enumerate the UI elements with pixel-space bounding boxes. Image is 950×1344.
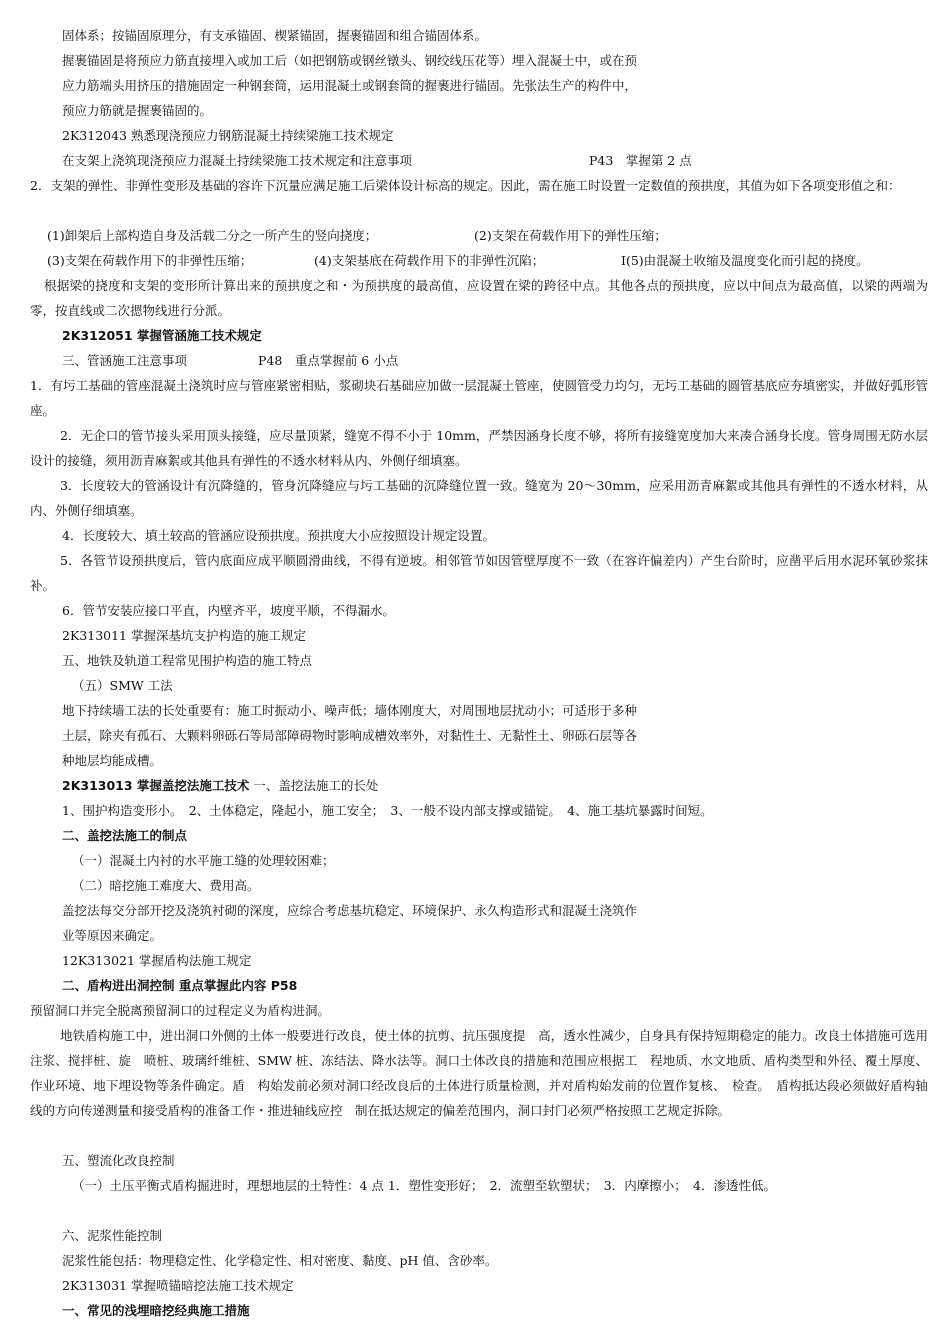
text-span: P48 重点掌握前 6 小点 [258,353,399,368]
section-heading: 2K312043 熟悉现浇预应力钢筋混凝土持续梁施工技术规定 [62,128,394,143]
text-line: 固体系；按锚固原理分，有支承锚固、楔紧锚固，握裹锚固和组合锚固体系。 [62,28,488,43]
paragraph: 1．有圬工基础的管座混凝土浇筑时应与管座紧密相贴，浆砌块石基础应加做一层混凝土管座，使圆管受力均匀，无圬工基础的圆管基底应夯填密实，并做好弧形管座。 [30,378,928,418]
paragraph: 5．各管节设预拱度后，管内底面应成平顺圆滑曲线，不得有逆坡。相邻管节如因管壁厚度不一致（在容许偏差内）产生台阶时，应凿平后用水泥环氧砂浆抹补。 [30,553,928,593]
section-heading: 12K313021 掌握盾构法施工规定 [62,953,252,968]
text-line: 预留洞口并完全脱离预留洞口的过程定义为盾构进洞。 [30,1003,331,1018]
text-span: (2)支架在荷载作用下的弹性压缩； [474,228,667,243]
text-line: 6．管节安装应接口平直，内壁齐平，坡度平顺，不得漏水。 [62,603,395,618]
section-heading: 2K312051 掌握管涵施工技术规定 [62,328,262,343]
text-line: 五、塑流化改良控制 [62,1153,175,1168]
text-span: 三、管涵施工注意事项 [62,353,188,368]
text-line [62,148,928,173]
text-span: 一、盖挖法施工的长处 [249,778,379,793]
text-line: 土层，除夹有孤石、大颗料卵砾石等局部障碍物时影响成槽效率外，对黏性土、无黏性土、卵砾石层等各 [62,728,638,743]
text-line: 种地层均能成槽。 [62,753,163,768]
text-line [47,248,928,273]
text-line: （二）暗挖施工难度大、费用高。 [72,878,260,893]
text-line [47,223,928,248]
text-line: 握裹锚固是将预应力筋直接埋入或加工后（如把钢筋或钢丝镦头、钢绞线压花等）埋入混凝土中，或在预 [62,53,638,68]
text-line: 1、围护构造变形小。 2、土体稳定，隆起小，施工安全； 3、一般不设内部支撑或锚锭。 4、施工基坑暴露时间短。 [62,803,713,818]
paragraph: 根据梁的挠度和支架的变形所计算出来的预拱度之和・为预拱度的最高值，应设置在梁的跨径中点。其他各点的预拱度，应以中间点为最高值，以梁的两端为零，按直线或二次摁物线进行分派。 [30,278,928,318]
text-line [62,773,928,798]
text-span: P43 掌握第 2 点 [589,153,692,168]
text-span: (1)卸架后上部构造自身及活载二分之一所产生的竖向挠度； [47,228,378,243]
text-line: 应力筋端头用挤压的措施固定一种钢套筒，运用混凝土或钢套筒的握裹进行锚固。先张法生产的构件中， [62,78,638,93]
text-line [62,348,928,373]
paragraph: 2．无企口的管节接头采用顶头接缝，应尽量顶紧，缝宽不得不小于 10mm，严禁因涵身长度不够，将所有接缝宽度加大来凑合涵身长度。管身周围无防水层设计的接缝，须用沥青麻絮或其他具有弹性的不透水材料从内、外侧仔细填塞。 [30,428,928,468]
text-line: 地下持续墙工法的长处重要有：施工时振动小、噪声低；墙体刚度大，对周围地层扰动小；可适形于多种 [62,703,638,718]
text-line: 4．长度较大、填土较高的管涵应设预拱度。预拱度大小应按照设计规定设置。 [62,528,495,543]
text-line: 盖挖法每交分部开挖及浇筑衬砌的深度，应综合考虑基坑稳定、环境保护、永久构造形式和混凝土浇筑作 [62,903,638,918]
text-line: 预应力筋就是握裹锚固的。 [62,103,213,118]
text-span: (4)支架基底在荷载作用下的非弹性沉陷； [314,253,545,268]
section-heading: 二、盖挖法施工的制点 [62,828,188,843]
text-line: 五、地铁及轨道工程常见围护构造的施工特点 [62,653,313,668]
text-line: （一）混凝土内衬的水平施工缝的处理较困难； [72,853,335,868]
section-heading: 二、盾构进出洞控制 重点掌握此内容 P58 [62,978,298,993]
text-line: 业等原因来确定。 [62,928,163,943]
text-line: 泥浆性能包括：物理稳定性、化学稳定性、相对密度、黏度、pH 值、含砂率。 [62,1253,498,1268]
text-span: (3)支架在荷载作用下的非弹性压缩； [47,253,253,268]
section-heading: 一、常见的浅埋暗挖经典施工措施 [62,1303,250,1318]
section-heading: 2K313013 掌握盖挖法施工技术 [62,778,250,793]
text-line: 六、泥浆性能控制 [62,1228,163,1243]
paragraph: 3．长度较大的管涵设计有沉降缝的，管身沉降缝应与圬工基础的沉降缝位置一致。缝宽为 20～30mm，应采用沥青麻絮或其他具有弹性的不透水材料，从内、外侧仔细填塞。 [30,478,928,518]
paragraph: 地铁盾构施工中，进出洞口外侧的土体一般要进行改良，使土体的抗剪、抗压强度提 高，透水性减少，自身具有保持短期稳定的能力。改良土体措施可选用注浆、搅拌桩、旋 喷桩、玻璃纤维桩、SMW 桩、冻结法、降水法等。洞口土体改良的措施和范围应根据工 程地质、水文地质、盾构类型和外径、覆土厚度、作业环境、地下埋设物等条件确定。盾 构始发前必须对洞口经改良后的土体进行质量检测，并对盾构始发前的位置作复核、 检查。 盾构抵达段必须做好盾构轴线的方向传递测量和接受盾构的准备工作・推进轴线应控 制在抵达规定的偏差范围内，洞口封门必须严格按照工艺规定拆除。 [30,1028,928,1118]
section-heading: 2K313011 掌握深基坑支护构造的施工规定 [62,628,306,643]
text-span: 在支架上浇筑现浇预应力混凝土持续梁施工技术规定和注意事项 [62,153,413,168]
paragraph: （一）土压平衡式盾构掘进时，理想地层的土特性：4 点 1．塑性变形好； 2．流塑至软塑状； 3．内摩擦小； 4．渗透性低。 [72,1178,776,1193]
text-span: I(5)由混凝土收缩及温度变化而引起的挠度。 [621,253,869,268]
paragraph: 2．支架的弹性、非弹性变形及基础的容许下沉量应满足施工后梁体设计标高的规定。因此，需在施工时设置一定数值的预拱度，其值为如下各项变形值之和： [30,178,901,193]
section-heading: 2K313031 掌握喷锚暗挖法施工技术规定 [62,1278,294,1293]
text-line: （五）SMW 工法 [72,678,173,693]
